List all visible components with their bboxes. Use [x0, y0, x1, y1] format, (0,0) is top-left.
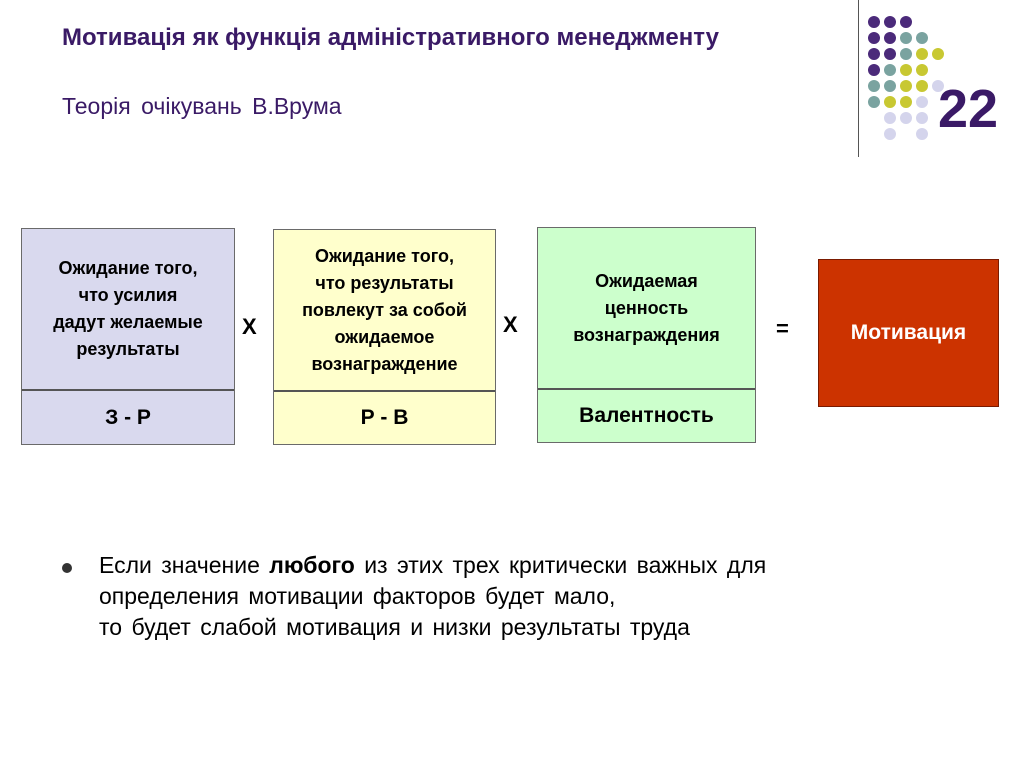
factor-text-line: ожидаемое: [334, 326, 435, 347]
decor-dot: [884, 128, 896, 140]
decor-dot: [900, 48, 912, 60]
factor-text-line: Ожидание того,: [58, 258, 198, 278]
decor-dot: [884, 112, 896, 124]
conclusion-line-3: то будет слабой мотивация и низки результаты труда: [99, 614, 690, 640]
decor-dot: [884, 16, 896, 28]
decor-dot: [916, 112, 928, 124]
decor-dot: [884, 64, 896, 76]
header-divider: [858, 0, 859, 157]
decor-dot: [900, 16, 912, 28]
decor-dot: [900, 64, 912, 76]
factor-text-line: Ожидание того,: [314, 245, 455, 266]
decor-dot: [900, 80, 912, 92]
motivation-result-box: Мотивация: [818, 259, 999, 407]
decor-dot: [916, 96, 928, 108]
decor-dot: [916, 64, 928, 76]
decor-dot: [868, 16, 880, 28]
decor-dot: [916, 32, 928, 44]
factor-code: З - Р: [105, 405, 151, 429]
factor-box-valence: [537, 227, 756, 443]
decor-dot: [916, 128, 928, 140]
slide-subtitle: Теорія очікувань В.Врума: [62, 93, 342, 119]
equals-sign: =: [776, 316, 789, 341]
factor-text-line: повлекут за собой: [302, 299, 467, 320]
factor-text-line: вознаграждение: [311, 353, 458, 374]
factor-box-result-reward: [273, 229, 496, 445]
conclusion-text: [99, 550, 942, 643]
conclusion-bullet: [62, 550, 942, 643]
decorative-dot-grid: [862, 12, 942, 138]
decor-dot: [868, 32, 880, 44]
factor-text-line: вознаграждения: [573, 324, 720, 345]
decor-dot: [868, 64, 880, 76]
bullet-icon: [62, 563, 72, 573]
factor-description: [22, 229, 234, 391]
factor-text-line: что усилия: [78, 285, 178, 305]
multiply-sign: Х: [503, 312, 518, 337]
text-segment: из этих трех критически важных для: [354, 552, 767, 578]
slide-title: Мотивація як функція адміністративного менеджменту: [62, 24, 719, 51]
decor-dot: [900, 32, 912, 44]
factor-text-line: ценность: [604, 297, 689, 318]
decor-dot: [884, 48, 896, 60]
conclusion-line-1: [99, 550, 942, 581]
decor-dot: [916, 48, 928, 60]
factor-code: Р - В: [360, 406, 409, 429]
emphasis-word: любого: [269, 552, 355, 578]
slide-number: 22: [938, 79, 999, 139]
factor-code: Валентность: [579, 404, 714, 427]
decor-dot: [916, 80, 928, 92]
factor-text-line: Ожидаемая: [595, 270, 698, 291]
multiply-sign: Х: [242, 314, 257, 339]
factor-description: [274, 230, 495, 392]
decor-dot: [868, 80, 880, 92]
decor-dot: [868, 48, 880, 60]
factor-description: [538, 228, 755, 390]
decor-dot: [900, 96, 912, 108]
decor-dot: [884, 32, 896, 44]
factor-text-line: дадут желаемые: [53, 312, 203, 332]
conclusion-line-2: определения мотивации факторов будет мало,: [99, 583, 616, 609]
decor-dot: [900, 112, 912, 124]
text-segment: Если значение: [99, 552, 270, 578]
decor-dot: [884, 80, 896, 92]
decor-dot: [868, 96, 880, 108]
factor-text-line: результаты: [76, 339, 180, 359]
decor-dot: [932, 48, 944, 60]
factor-text-line: что результаты: [315, 272, 454, 293]
factor-box-effort-result: [21, 228, 235, 445]
decor-dot: [884, 96, 896, 108]
